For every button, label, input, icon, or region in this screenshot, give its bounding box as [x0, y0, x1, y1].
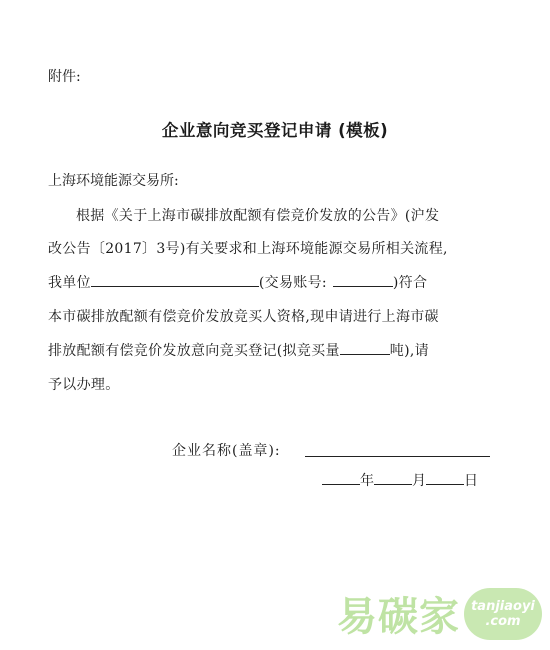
body-line-3-middle: (交易账号:	[258, 275, 327, 291]
attachment-label: 附件:	[48, 69, 81, 85]
year-label: 年	[360, 473, 374, 489]
body-line-6: 予以办理。	[48, 377, 120, 393]
watermark-text: 易碳家	[337, 594, 460, 640]
watermark-badge	[464, 588, 542, 640]
body-line-5-prefix: 排放配额有偿竞价发放意向竞买登记(拟竞买量	[48, 343, 340, 359]
document-title: 企业意向竞买登记申请 (模板)	[161, 121, 389, 140]
body-line-3-prefix: 我单位	[48, 275, 91, 291]
body-line-3-suffix: )符合	[392, 275, 428, 291]
day-label: 日	[464, 473, 478, 489]
body-line-3	[48, 272, 427, 292]
company-seal-line	[305, 456, 490, 457]
body-line-1: 根据《关于上海市碳排放配额有偿竞价发放的公告》(沪发	[76, 208, 440, 224]
bid-quantity-blank	[340, 342, 390, 355]
watermark-logo	[337, 585, 542, 642]
date-row	[322, 470, 478, 490]
company-seal-label: 企业名称(盖章):	[172, 443, 281, 459]
day-blank	[426, 472, 464, 485]
watermark-badge-line1: tanjiaoyi	[471, 598, 535, 614]
body-line-5-suffix: 吨),请	[389, 343, 429, 359]
addressee: 上海环境能源交易所:	[48, 173, 179, 189]
account-number-blank	[333, 274, 393, 287]
month-label: 月	[412, 473, 426, 489]
body-line-2: 改公告〔2017〕3号)有关要求和上海环境能源交易所相关流程,	[48, 241, 448, 257]
body-line-5	[48, 340, 429, 360]
watermark-badge-line2: .com	[485, 613, 521, 629]
month-blank	[374, 472, 412, 485]
year-blank	[322, 472, 360, 485]
body-line-4: 本市碳排放配额有偿竞价发放竞买人资格,现申请进行上海市碳	[48, 309, 439, 325]
company-name-blank	[91, 274, 259, 287]
